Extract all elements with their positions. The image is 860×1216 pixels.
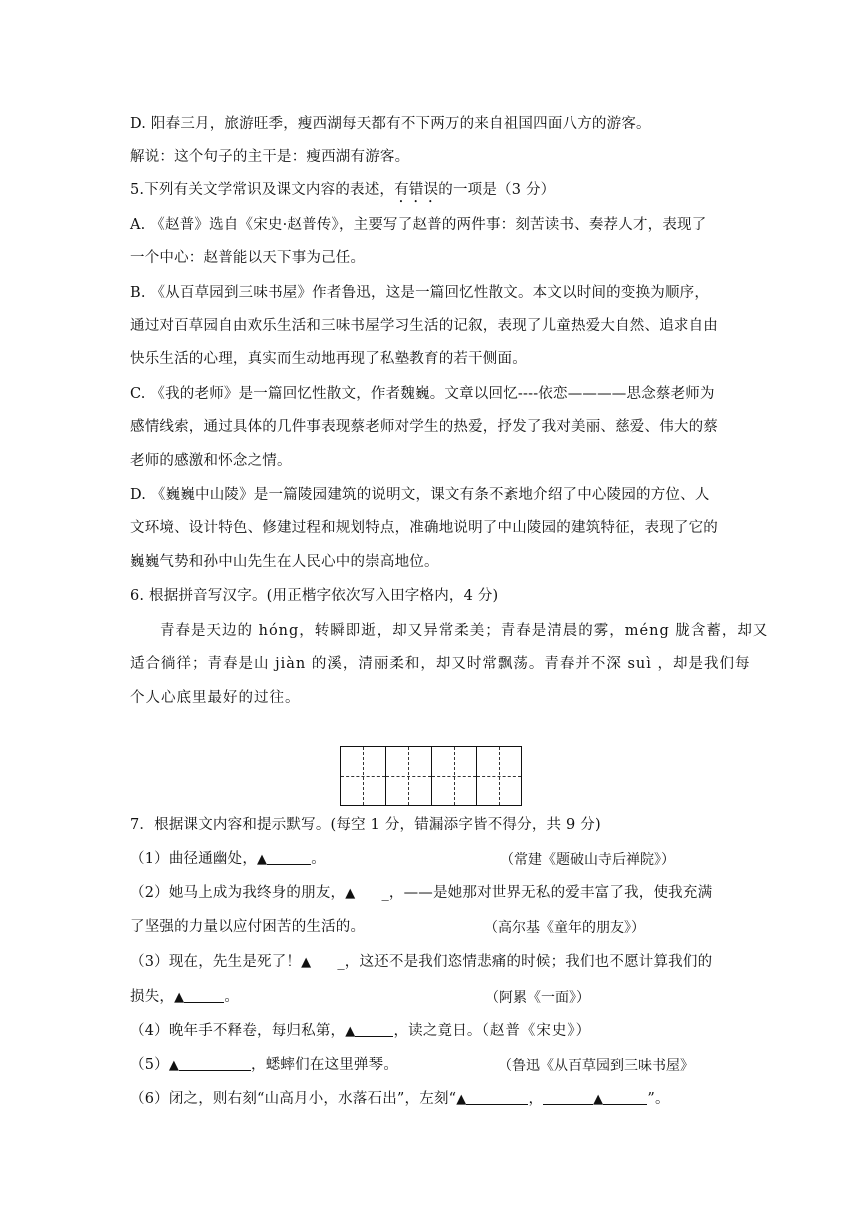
tianzige-writing-grid[interactable] [340,746,522,806]
q5-title-suffix: 的一项是（3 分） [438,182,556,198]
q7-3-line2-text: 损失， [130,989,175,1005]
q4-option-d-explanation: 解说：这个句子的主干是：瘦西湖有游客。 [130,149,410,165]
q7-1-end: 。 [311,851,326,867]
q5-option-b-line2: 通过对百草园自由欢乐生活和三味书屋学习生活的记叙，表现了儿童热爱大自然、追求自由 [130,318,718,334]
answer-triangle-icon: ▲ [593,1092,604,1107]
q7-item-2 [130,881,712,902]
q7-1-text: （1）曲径通幽处， [130,851,258,867]
q5-option-a-line1: A. 《赵普》选自《宋史·赵普传》，主要写了赵普的两件事：刻苦读书、奏荐人才，表现了 [130,217,707,233]
q7-2-end: _，——是她那对世界无私的爱丰富了我，使我充满 [381,885,713,901]
answer-blank[interactable] [179,1056,251,1071]
answer-blank[interactable] [267,850,311,865]
question-6-title: 6. 根据拼音写汉字。(用正楷字依次写入田字格内，4 分) [130,588,499,604]
q7-3-source: （阿累《一面》） [485,990,590,1006]
q7-2-source: （高尔基《童年的朋友》） [484,920,645,936]
q7-6-mid: ， [528,1091,544,1107]
q5-option-b-line3: 快乐生活的心理，真实而生动地再现了私塾教育的若干侧面。 [130,351,527,367]
q7-item-2-line2: 了坚强的力量以应付困苦的生活的。 [130,919,366,935]
tianzige-cell[interactable] [386,747,431,805]
q5-option-c-line1: C. 《我的老师》是一篇回忆性散文，作者魏巍。文章以回忆----依恋————思念蔡老师为 [130,386,715,402]
q5-option-d-line2: 文环境、设计特色、修建过程和规划特点，准确地说明了中山陵园的建筑特征，表现了它的 [130,520,718,536]
q7-5-end: ，蟋蟀们在这里弹琴。 [251,1057,399,1073]
q5-option-b-line1: B. 《从百草园到三味书屋》作者鲁迅，这是一篇回忆性散文。本文以时间的变换为顺序， [130,285,710,301]
q7-1-source: （常建《题破山寺后禅院》） [500,852,675,868]
q5-option-d-line1: D. 《巍巍中山陵》是一篇陵园建筑的说明文，课文有条不紊地介绍了中心陵园的方位、人 [130,487,710,503]
q7-6-end: ”。 [647,1091,670,1107]
answer-blank[interactable] [311,954,337,968]
question-7-title: 7．根据课文内容和提示默写。(每空 1 分，错漏添字皆不得分，共 9 分) [130,817,601,833]
question-5-title [130,178,555,206]
q7-6-text: （6）闭之，则右刻“山高月小，水落石出”，左刻“ [130,1091,457,1107]
tianzige-cell[interactable] [432,747,477,805]
q5-option-a-line2: 一个中心：赵普能以天下事为己任。 [130,250,366,266]
answer-blank[interactable] [184,988,224,1003]
q7-2-text: （2）她马上成为我终身的朋友， [130,885,346,901]
q7-item-4 [130,1019,591,1040]
q5-option-c-line3: 老师的感激和怀念之情。 [130,453,292,469]
q7-item-6 [130,1087,670,1108]
q7-4-end: ，读之竟日。 [393,1023,482,1039]
q7-item-1 [130,847,326,868]
q7-item-3 [130,950,712,971]
q5-title-prefix: 5.下列有关文学常识及课文内容的表述， [130,182,395,198]
q7-item-3-line2 [130,985,239,1006]
q7-5-text: （5） [130,1057,169,1073]
q6-passage-line2: 适合徜徉；青春是山 jiàn 的溪，清丽柔和，却又时常飘荡。青春并不深 suì ，却是我们每 [130,656,751,672]
q5-option-c-line2: 感情线索，通过具体的几件事表现蔡老师对学生的热爱，抒发了我对美丽、慈爱、伟大的蔡 [130,419,718,435]
q7-3-line2-end: 。 [224,989,240,1005]
answer-triangle-icon: ▲ [174,990,185,1005]
q7-4-source: （赵普《宋史》） [481,1023,592,1039]
q6-passage-line1: 青春是天边的 hóng，转瞬即逝，却又异常柔美；青春是清晨的雾，méng 胧含蓄，却又 [160,623,769,639]
answer-triangle-icon: ▲ [168,1058,180,1073]
q5-option-d-line3: 巍巍气势和孙中山先生在人民心中的崇高地位。 [130,554,439,570]
tianzige-cell[interactable] [341,747,386,805]
q7-3-text: （3）现在，先生是死了！ [130,954,302,970]
answer-triangle-icon: ▲ [345,1024,356,1039]
answer-triangle-icon: ▲ [257,852,268,867]
q6-passage-line3: 个人心底里最好的过往。 [130,690,301,706]
answer-blank[interactable] [355,885,381,899]
answer-triangle-icon: ▲ [345,886,356,901]
answer-blank[interactable] [603,1090,647,1105]
answer-blank[interactable] [543,1090,593,1105]
q7-3-end: _，这还不是我们恣情悲痛的时候；我们也不愿计算我们的 [337,954,713,970]
tianzige-cell[interactable] [477,747,521,805]
answer-triangle-icon: ▲ [456,1092,467,1107]
answer-triangle-icon: ▲ [301,955,312,970]
q5-emphasis: 有错误 [394,182,439,198]
q7-5-source: （鲁迅《从百草园到三味书屋》 [498,1058,694,1074]
q7-4-text: （4）晚年手不释卷，每归私第， [130,1023,346,1039]
q4-option-d: D. 阳春三月，旅游旺季，瘦西湖每天都有不下两万的来自祖国四面八方的游客。 [130,116,651,132]
answer-blank[interactable] [466,1090,528,1105]
q7-item-5 [130,1053,398,1074]
answer-blank[interactable] [355,1022,393,1037]
